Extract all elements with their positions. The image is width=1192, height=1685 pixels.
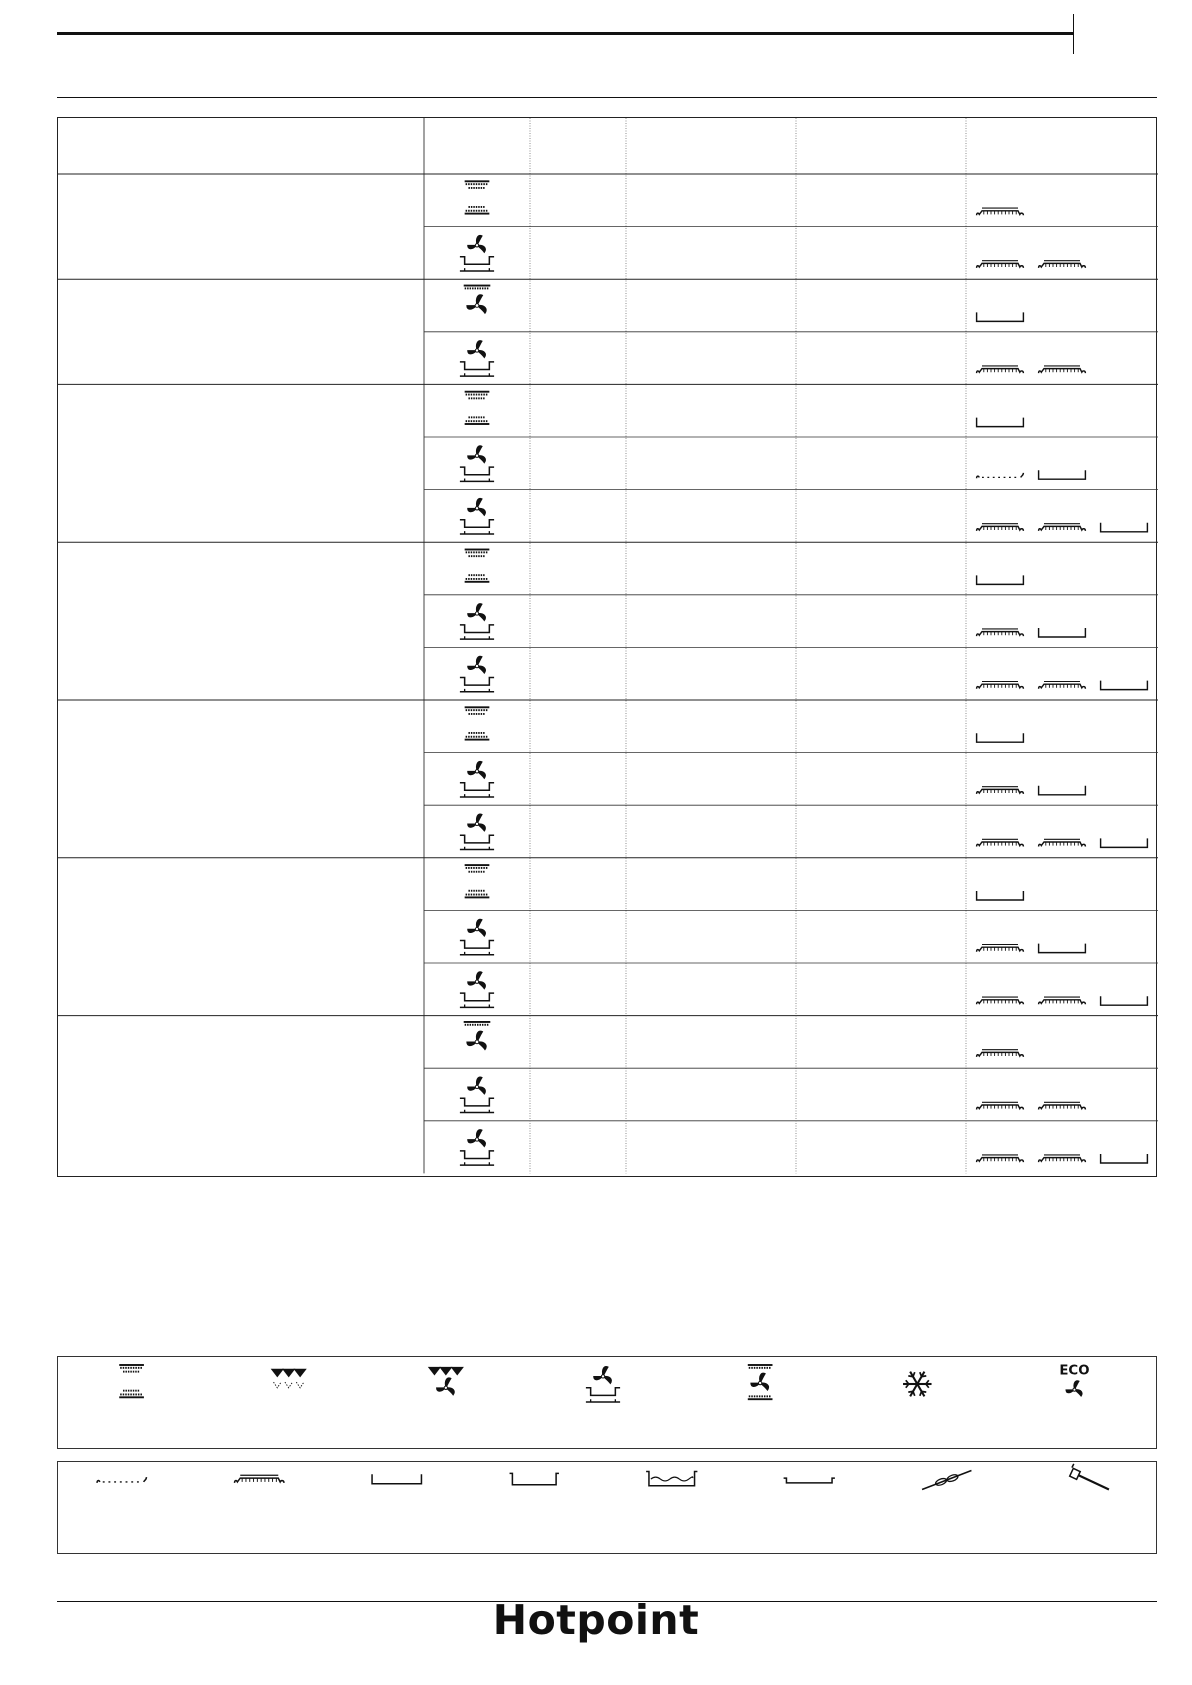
conventional-icon: [119, 1364, 144, 1398]
convection-bake-icon: [460, 972, 494, 1008]
drip-tray-water-icon: [646, 1471, 697, 1485]
wire-shelf-icon: [977, 366, 1024, 373]
baking-tray-icon: [977, 575, 1024, 584]
convection-bake-icon: [460, 604, 494, 640]
hotpoint-logo: Hotpoint: [492, 1596, 700, 1644]
wire-shelf-icon: [977, 261, 1024, 268]
baking-tray-icon: [1101, 838, 1148, 847]
convection-bake-icon: [586, 1366, 620, 1402]
wire-shelf-icon: [1039, 839, 1086, 846]
baking-tray-icon: [1039, 786, 1086, 795]
wire-shelf-icon: [977, 839, 1024, 846]
convection-bake-icon: [460, 498, 494, 534]
convection-bake-icon: [460, 235, 494, 271]
forced-air-grill-icon: [464, 1021, 491, 1050]
baking-tray-icon: [1101, 681, 1148, 690]
conventional-icon: [465, 706, 490, 740]
wire-shelf-icon: [977, 997, 1024, 1004]
wire-shelf-icon: [1039, 366, 1086, 373]
baking-tray-icon: [372, 1474, 421, 1484]
baking-tray-icon: [1039, 944, 1086, 953]
baking-tray-icon: [977, 418, 1024, 427]
header-rule-top: [57, 32, 1074, 35]
functions-legend: [57, 1356, 1157, 1449]
convection-bake-icon: [460, 761, 494, 797]
cooking-table-grid: [58, 118, 1158, 1178]
convection-bake-icon: [460, 1077, 494, 1113]
convection-bake-icon: [460, 341, 494, 377]
wire-shelf-icon: [977, 524, 1024, 531]
rotisserie-icon: [922, 1471, 971, 1490]
accessories-legend: [57, 1461, 1157, 1554]
cooking-table: [57, 117, 1157, 1177]
oven-rack-icon: [977, 473, 1024, 478]
wire-shelf-icon: [1039, 524, 1086, 531]
wire-shelf-icon: [977, 1102, 1024, 1109]
baking-tray-icon: [977, 312, 1024, 321]
convection-bake-icon: [460, 656, 494, 692]
defrost-icon: [903, 1372, 932, 1397]
eco-forced-air-icon: [1059, 1364, 1089, 1397]
header-rule-tick: [1073, 14, 1074, 54]
wire-shelf-icon: [977, 1050, 1024, 1057]
wire-shelf-icon: [1039, 997, 1086, 1004]
header-rule-thin: [57, 97, 1157, 98]
convection-bake-icon: [460, 814, 494, 850]
wire-shelf-icon: [977, 945, 1024, 952]
conventional-icon: [465, 180, 490, 214]
wire-shelf-icon: [1039, 261, 1086, 268]
meat-probe-icon: [1070, 1464, 1109, 1490]
baking-tray-icon: [1101, 523, 1148, 532]
forced-air-icon: [748, 1364, 773, 1400]
convection-bake-icon: [460, 919, 494, 955]
grill-icon: [271, 1369, 307, 1388]
wire-shelf-icon: [1039, 682, 1086, 689]
functions-legend-icons: [58, 1357, 1158, 1450]
baking-tray-icon: [977, 733, 1024, 742]
convection-bake-icon: [460, 1130, 494, 1166]
cake-tin-icon: [510, 1473, 559, 1484]
conventional-icon: [465, 391, 490, 425]
baking-tray-icon: [1039, 628, 1086, 637]
shallow-dish-icon: [784, 1478, 835, 1483]
baking-tray-icon: [1101, 996, 1148, 1005]
baking-tray-icon: [1101, 1154, 1148, 1163]
conventional-icon: [465, 549, 490, 583]
forced-air-grill-icon: [464, 285, 491, 314]
oven-rack-icon: [97, 1477, 146, 1483]
wire-shelf-icon: [1039, 1155, 1086, 1162]
wire-shelf-icon: [977, 682, 1024, 689]
convection-bake-icon: [460, 446, 494, 482]
conventional-icon: [465, 864, 490, 898]
svg-text:ECO: ECO: [1059, 1363, 1090, 1379]
baking-tray-icon: [1039, 470, 1086, 479]
wire-shelf-icon: [1039, 1102, 1086, 1109]
wire-shelf-icon: [977, 629, 1024, 636]
wire-shelf-icon: [977, 1155, 1024, 1162]
wire-shelf-icon: [977, 787, 1024, 794]
baking-tray-icon: [977, 891, 1024, 900]
wire-shelf-icon: [235, 1475, 284, 1483]
accessories-legend-icons: [58, 1462, 1158, 1555]
turbo-grill-icon: [428, 1367, 464, 1395]
wire-shelf-icon: [977, 208, 1024, 215]
